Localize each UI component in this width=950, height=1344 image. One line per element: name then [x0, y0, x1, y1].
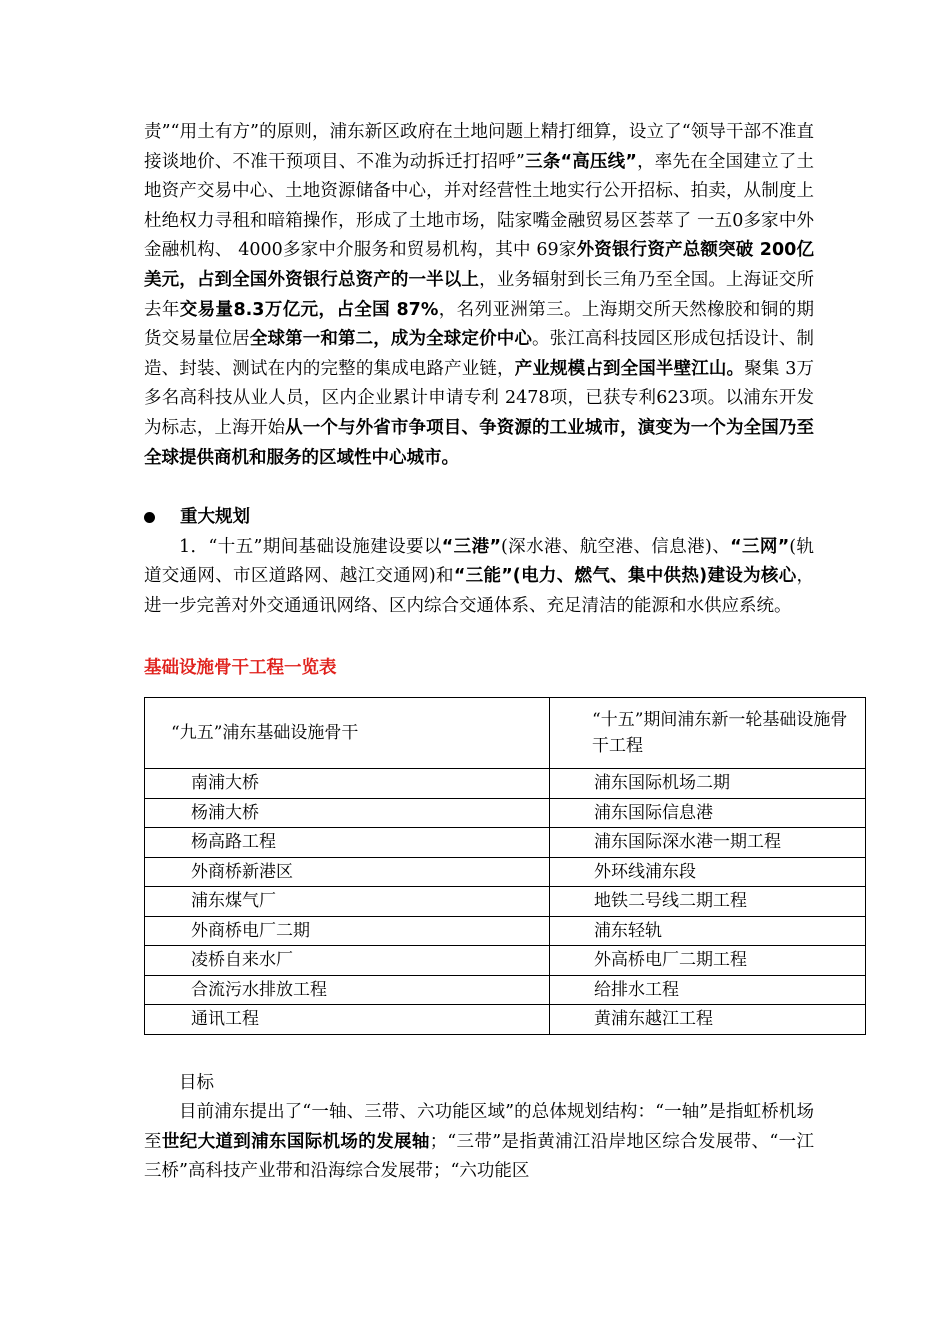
cell-tenth-plan: 给排水工程	[550, 975, 866, 1005]
bullet-heading: 重大规划	[180, 507, 250, 528]
bold-text-run: 世纪大道到浦东国际机场的发展轴	[161, 1131, 430, 1152]
table-header-row	[145, 698, 866, 769]
table-row	[145, 857, 866, 887]
bold-text-run: (电力、燃气、集中供热)建设为核心	[512, 566, 797, 587]
cell-tenth-plan: 地铁二号线二期工程	[550, 887, 866, 917]
bold-text-run: 从一个与外省市争项目、争资源的工业城市，演变为一个为全国乃至全球提供商机和服务的区域性中心城市。	[144, 417, 815, 468]
paragraph-land-finance	[144, 118, 814, 473]
table-row	[145, 1005, 866, 1035]
cell-ninth-plan: 浦东煤气厂	[145, 887, 550, 917]
cell-ninth-plan: 杨浦大桥	[145, 798, 550, 828]
cell-tenth-plan: 浦东国际机场二期	[550, 769, 866, 799]
table-row	[145, 769, 866, 799]
table-header-cell: “十五”期间浦东新一轮基础设施骨干工程	[550, 698, 866, 769]
cell-ninth-plan: 通讯工程	[145, 1005, 550, 1035]
text-run: ，率先在全国建立了土地资产交易中心、土地资源储备中心，并对经营性土地实行公开招标、拍卖，从制度上杜绝权力寻租和暗箱操作，形成了土地市场，陆家嘴金融贸易区荟萃了 一五0多家中外金融机构、 4000多家中介服务和贸易机构，其中 69家	[144, 151, 814, 261]
cell-tenth-plan: 浦东国际深水港一期工程	[550, 828, 866, 858]
text-run: ，名列亚洲第三。上海期交所天然橡胶和铜的期货交易量位居	[144, 299, 815, 350]
paragraph-infrastructure-plan	[144, 533, 814, 622]
cell-ninth-plan: 凌桥自来水厂	[145, 946, 550, 976]
table-row	[145, 946, 866, 976]
cell-tenth-plan: 外高桥电厂二期工程	[550, 946, 866, 976]
text-run: ，业务辐射到长三角乃至全国。上海证交所去年	[144, 269, 815, 320]
goal-label: 目标	[179, 1072, 214, 1093]
cell-ninth-plan: 南浦大桥	[145, 769, 550, 799]
bold-text-run: 产业规模占到全国半壁江山。	[514, 358, 745, 379]
paragraph-planning-structure	[144, 1098, 814, 1187]
text-run: 1．“十五”期间基础设施建设要以	[179, 536, 442, 557]
table-header-cell: “九五”浦东基础设施骨干	[145, 698, 550, 769]
bold-text-run: “三网”	[730, 536, 790, 557]
cell-tenth-plan: 外环线浦东段	[550, 857, 866, 887]
bold-text-run: 交易量8.3万亿元，占全国 87%	[179, 299, 439, 320]
cell-tenth-plan: 浦东轻轨	[550, 916, 866, 946]
bullet-dot-icon	[144, 512, 155, 523]
bold-text-run: “三港”	[441, 536, 501, 557]
text-run: 目前浦东提出了“一轴、三带、六功能区域”的总体规划结构：“一轴”是指虹桥机场至	[144, 1102, 814, 1152]
table-row	[145, 975, 866, 1005]
bold-text-run: “三能”	[453, 566, 513, 587]
text-run: 。张江高科技园区形成包括设计、制造、封装、测试在内的完整的集成电路产业链，	[144, 329, 815, 379]
table-row	[145, 887, 866, 917]
cell-tenth-plan: 黄浦东越江工程	[550, 1005, 866, 1035]
table-title: 基础设施骨干工程一览表	[144, 657, 337, 678]
cell-ninth-plan: 外商桥新港区	[145, 857, 550, 887]
cell-ninth-plan: 外商桥电厂二期	[145, 916, 550, 946]
text-run: 聚集 3万多名高科技从业人员，区内企业累计申请专利 2478项，已获专利623项。以浦东开发为标志，上海开始	[144, 358, 814, 438]
text-run: 责”“用土有方”的原则，浦东新区政府在土地问题上精打细算，设立了“领导干部不准直接谈地价、不准干预项目、不准为动拆迁打招呼”	[144, 122, 814, 172]
cell-ninth-plan: 合流污水排放工程	[145, 975, 550, 1005]
table-row	[145, 828, 866, 858]
cell-tenth-plan: 浦东国际信息港	[550, 798, 866, 828]
text-run: ；“三带”是指黄浦江沿岸地区综合发展带、“一江三桥”高科技产业带和沿海综合发展带；“六功能区	[144, 1131, 815, 1182]
text-run: ，进一步完善对外交通通讯网络、区内综合交通体系、充足清洁的能源和水供应系统。	[144, 566, 815, 616]
bold-text-run: 全球第一和第二，成为全球定价中心	[249, 329, 532, 350]
text-run: (深水港、航空港、信息港)、	[500, 536, 731, 557]
infrastructure-table	[144, 697, 866, 1035]
table-row	[145, 798, 866, 828]
bullet-major-planning	[144, 503, 814, 533]
document-page	[144, 118, 848, 1187]
bold-text-run: 外资银行资产总额突破 200亿美元，占到全国外资银行总资产的一半以上	[144, 240, 814, 290]
text-run: (轨道交通网、市区道路网、越江交通网)和	[144, 536, 814, 587]
bold-text-run: 三条“高压线”	[524, 151, 637, 172]
cell-ninth-plan: 杨高路工程	[145, 828, 550, 858]
table-row	[145, 916, 866, 946]
